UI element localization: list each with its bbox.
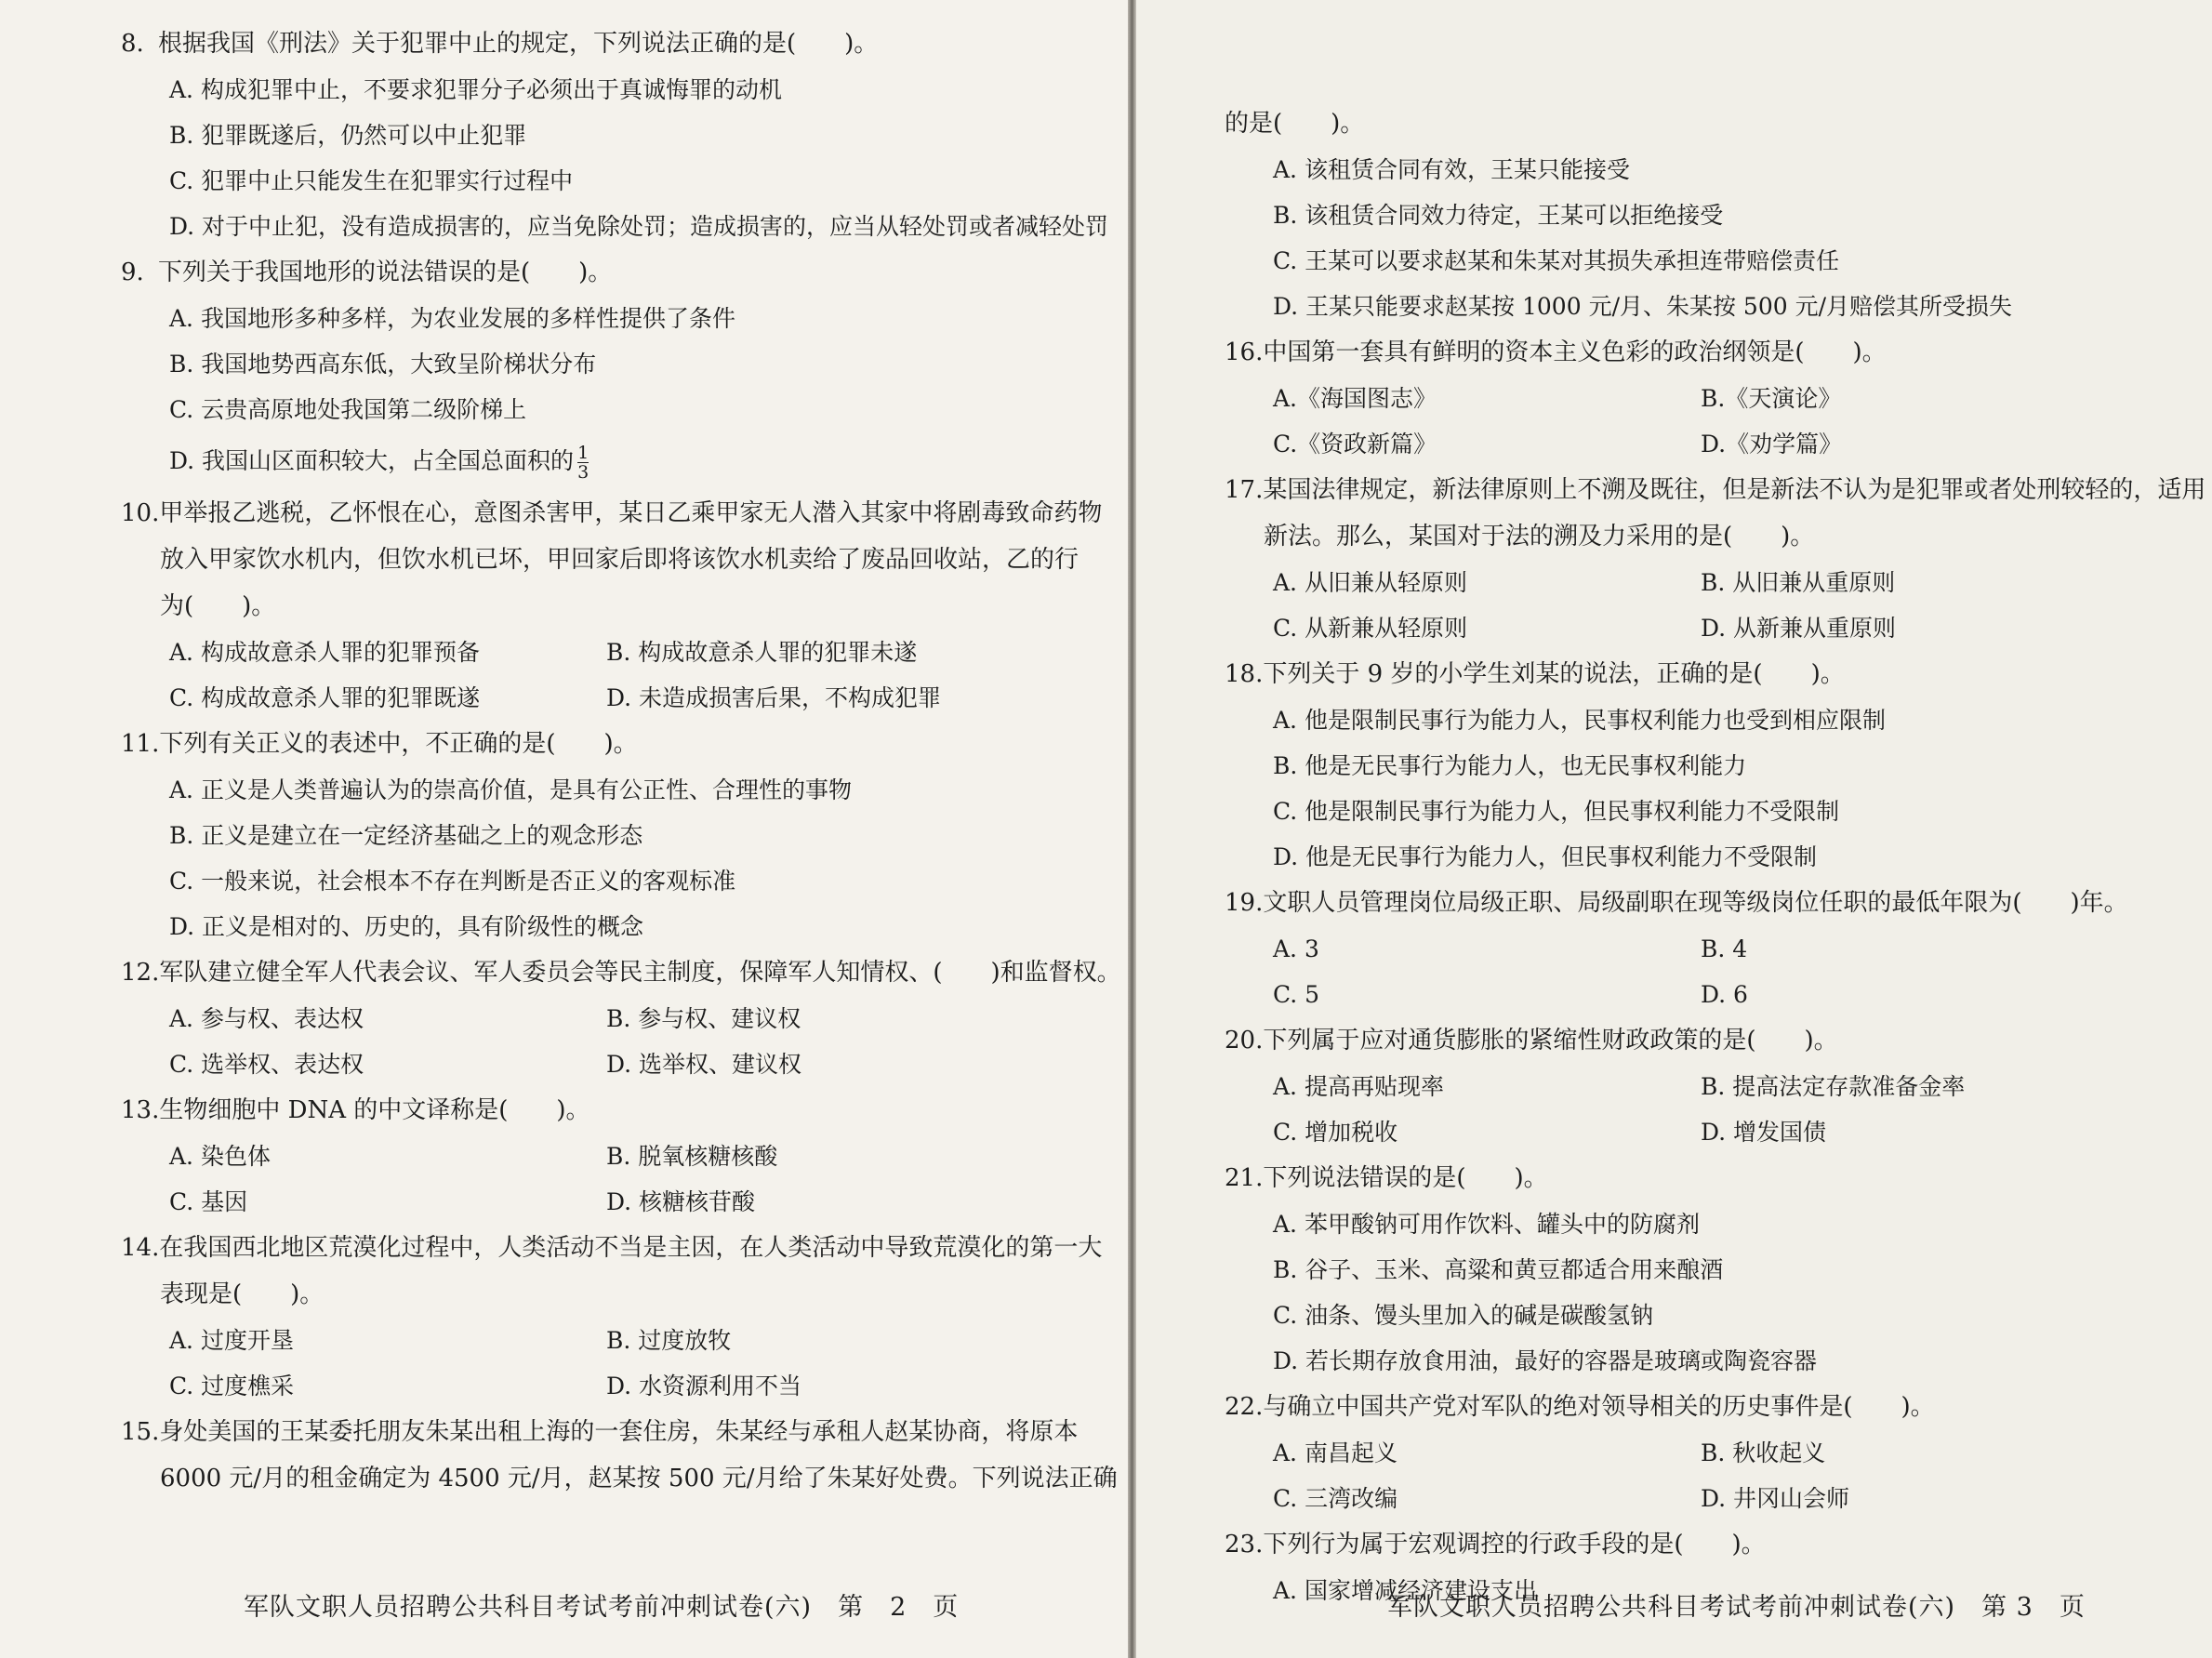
question-stem-continued: 6000 元/月的租金确定为 4500 元/月，赵某按 500 元/月给了朱某好处费。下列说法正确 xyxy=(160,1465,1118,1492)
option-d: D. 他是无民事行为能力人，但民事权利能力不受限制 xyxy=(1273,843,1818,870)
question-15 xyxy=(121,1409,1130,1502)
option-row xyxy=(121,1041,1130,1087)
book-spine xyxy=(1128,0,1136,1658)
option-d: D. 核糖核苷酸 xyxy=(606,1188,756,1215)
option-a: A. 3 xyxy=(1273,935,1319,962)
option-b: B. 该租赁合同效力待定，王某可以拒绝接受 xyxy=(1273,202,1724,229)
question-stem: 14.在我国西北地区荒漠化过程中，人类活动不当是主因，在人类活动中导致荒漠化的第一大 xyxy=(121,1234,1103,1262)
option-c: C. 基因 xyxy=(169,1188,248,1215)
option-row xyxy=(121,630,1130,675)
question-stem: 12.军队建立健全军人代表会议、军人委员会等民主制度，保障军人知情权、( )和监督权。 xyxy=(121,959,1121,987)
option-b: B. 从旧兼从重原则 xyxy=(1701,569,1896,596)
option-b: B. 提高法定存款准备金率 xyxy=(1701,1073,1966,1100)
option-c: C. 增加税收 xyxy=(1273,1119,1398,1146)
option-c: C. 过度樵采 xyxy=(169,1373,295,1399)
option-d: D. 若长期存放食用油，最好的容器是玻璃或陶瓷容器 xyxy=(1273,1347,1818,1374)
question-20 xyxy=(1225,1017,2212,1155)
option-a: A. 从旧兼从轻原则 xyxy=(1273,569,1467,596)
option-a: A. 南昌起义 xyxy=(1273,1439,1397,1466)
option-row xyxy=(1225,421,2212,467)
option-row xyxy=(1225,1476,2212,1521)
option-d: D. 我国山区面积较大，占全国总面积的 $\frac{1}{3}$ xyxy=(169,443,589,483)
question-9 xyxy=(121,249,1130,490)
question-stem: 9. 下列关于我国地形的说法错误的是( )。 xyxy=(121,259,613,286)
option-a: A. 他是限制民事行为能力人，民事权利能力也受到相应限制 xyxy=(1273,707,1886,734)
option-row xyxy=(1225,376,2212,421)
page-footer: 军队文职人员招聘公共科目考试考前冲刺试卷(六) 第 3 页 xyxy=(1387,1593,2086,1622)
option-c: C. 犯罪中止只能发生在犯罪实行过程中 xyxy=(169,167,574,194)
option-c: C. 云贵高原地处我国第二级阶梯上 xyxy=(169,396,527,423)
option-a: A.《海国图志》 xyxy=(1273,385,1437,412)
question-stem: 19.文职人员管理岗位局级正职、局级副职在现等级岗位任职的最低年限为( )年。 xyxy=(1225,889,2128,917)
option-c: C. 5 xyxy=(1273,981,1320,1008)
question-stem-continued: 为( )。 xyxy=(160,592,276,620)
option-b: B. 秋收起义 xyxy=(1701,1439,1826,1466)
option-b: B.《天演论》 xyxy=(1701,385,1842,412)
option-a: A. 提高再贴现率 xyxy=(1273,1073,1444,1100)
question-stem: 23.下列行为属于宏观调控的行政手段的是( )。 xyxy=(1225,1531,1766,1559)
question-stem: 11.下列有关正义的表述中，不正确的是( )。 xyxy=(121,730,638,758)
option-b: B. 正义是建立在一定经济基础之上的观念形态 xyxy=(169,822,643,849)
option-b: B. 过度放牧 xyxy=(606,1327,732,1354)
option-d: D. 王某只能要求赵某按 1000 元/月、朱某按 500 元/月赔偿其所受损失 xyxy=(1273,293,2013,320)
option-row xyxy=(121,1179,1130,1225)
option-row xyxy=(1225,560,2212,605)
option-a: A. 过度开垦 xyxy=(169,1327,294,1354)
option-a: A. 参与权、表达权 xyxy=(169,1005,364,1032)
option-d: D. 6 xyxy=(1701,981,1748,1008)
option-c: C. 三湾改编 xyxy=(1273,1485,1398,1512)
question-stem-continued: 新法。那么，某国对于法的溯及力采用的是( )。 xyxy=(1264,523,1815,550)
question-12 xyxy=(121,949,1130,1087)
option-b: B. 他是无民事行为能力人，也无民事权利能力 xyxy=(1273,752,1747,779)
question-stem: 22.与确立中国共产党对军队的绝对领导相关的历史事件是( )。 xyxy=(1225,1393,1935,1421)
option-d: D. 正义是相对的、历史的，具有阶级性的概念 xyxy=(169,913,644,940)
option-c: C. 王某可以要求赵某和朱某对其损失承担连带赔偿责任 xyxy=(1273,247,1840,274)
option-d: D. 水资源利用不当 xyxy=(606,1373,802,1399)
option-d: D.《劝学篇》 xyxy=(1701,431,1843,458)
option-row xyxy=(1225,926,2212,972)
question-14 xyxy=(121,1225,1130,1409)
option-d: D. 未造成损害后果，不构成犯罪 xyxy=(606,684,942,711)
option-row xyxy=(121,675,1130,721)
option-row xyxy=(1225,1064,2212,1109)
option-c: C. 一般来说，社会根本不存在判断是否正义的客观标准 xyxy=(169,868,736,895)
option-row xyxy=(1225,1430,2212,1476)
option-row xyxy=(121,1363,1130,1409)
question-stem-continued: 放入甲家饮水机内，但饮水机已坏，甲回家后即将该饮水机卖给了废品回收站，乙的行 xyxy=(160,546,1080,574)
option-b: B. 构成故意杀人罪的犯罪未遂 xyxy=(606,639,918,666)
option-row xyxy=(121,1134,1130,1179)
option-c: C.《资政新篇》 xyxy=(1273,431,1437,458)
option-a: A. 正义是人类普遍认为的崇高价值，是具有公正性、合理性的事物 xyxy=(169,776,852,803)
option-d: D. 井冈山会师 xyxy=(1701,1485,1850,1512)
option-a: A. 苯甲酸钠可用作饮料、罐头中的防腐剂 xyxy=(1273,1211,1700,1238)
question-21 xyxy=(1225,1155,2212,1384)
option-b: B. 谷子、玉米、高粱和黄豆都适合用来酿酒 xyxy=(1273,1256,1724,1283)
option-d: D. 从新兼从重原则 xyxy=(1701,615,1897,642)
question-8 xyxy=(121,20,1130,249)
question-17 xyxy=(1225,467,2212,651)
question-stem: 13.生物细胞中 DNA 的中文译称是( )。 xyxy=(121,1096,590,1124)
option-c: C. 构成故意杀人罪的犯罪既遂 xyxy=(169,684,481,711)
fraction: $\frac{1}{3}$ xyxy=(577,443,589,483)
question-stem: 20.下列属于应对通货膨胀的紧缩性财政政策的是( )。 xyxy=(1225,1027,1838,1054)
question-13 xyxy=(121,1087,1130,1225)
option-a: A. 该租赁合同有效，王某只能接受 xyxy=(1273,156,1630,183)
option-b: B. 我国地势西高东低，大致呈阶梯状分布 xyxy=(169,351,597,378)
option-a: A. 国家增减经济建设支出 xyxy=(1273,1577,1537,1604)
option-d: D. 对于中止犯，没有造成损害的，应当免除处罚；造成损害的，应当从轻处罚或者减轻处罚 xyxy=(169,213,1109,240)
option-a: A. 构成犯罪中止，不要求犯罪分子必须出于真诚悔罪的动机 xyxy=(169,76,782,103)
option-row xyxy=(121,996,1130,1041)
option-b: B. 4 xyxy=(1701,935,1748,962)
question-19 xyxy=(1225,880,2212,1017)
question-stem: 21.下列说法错误的是( )。 xyxy=(1225,1164,1548,1192)
question-10 xyxy=(121,490,1130,721)
question-22 xyxy=(1225,1384,2212,1521)
question-11 xyxy=(121,721,1130,949)
option-row xyxy=(1225,972,2212,1017)
question-stem: 8. 根据我国《刑法》关于犯罪中止的规定，下列说法正确的是( )。 xyxy=(121,30,879,58)
option-a: A. 构成故意杀人罪的犯罪预备 xyxy=(169,639,480,666)
option-b: B. 犯罪既遂后，仍然可以中止犯罪 xyxy=(169,122,527,149)
question-16 xyxy=(1225,329,2212,467)
option-c: C. 他是限制民事行为能力人，但民事权利能力不受限制 xyxy=(1273,798,1840,825)
question-15-continued xyxy=(1225,100,2212,329)
question-stem-continued: 表现是( )。 xyxy=(160,1280,325,1308)
option-c: C. 从新兼从轻原则 xyxy=(1273,615,1468,642)
option-c: C. 油条、馒头里加入的碱是碳酸氢钠 xyxy=(1273,1302,1654,1329)
question-stem: 18.下列关于 9 岁的小学生刘某的说法，正确的是( )。 xyxy=(1225,660,1845,688)
option-c: C. 选举权、表达权 xyxy=(169,1051,364,1078)
option-a: A. 染色体 xyxy=(169,1143,271,1170)
question-stem-continued: 的是( )。 xyxy=(1225,110,1365,138)
option-d: D. 选举权、建议权 xyxy=(606,1051,802,1078)
option-b: B. 脱氧核糖核酸 xyxy=(606,1143,778,1170)
question-stem: 15.身处美国的王某委托朋友朱某出租上海的一套住房，朱某经与承租人赵某协商，将原本 xyxy=(121,1418,1079,1446)
page-footer: 军队文职人员招聘公共科目考试考前冲刺试卷(六) 第 2 页 xyxy=(244,1593,960,1622)
question-18 xyxy=(1225,651,2212,880)
option-row xyxy=(1225,605,2212,651)
option-row xyxy=(121,1318,1130,1363)
question-stem: 16.中国第一套具有鲜明的资本主义色彩的政治纲领是( )。 xyxy=(1225,338,1887,366)
question-stem: 17.某国法律规定，新法律原则上不溯及既往，但是新法不认为是犯罪或者处刑较轻的，适用 xyxy=(1225,476,2206,504)
option-row xyxy=(1225,1109,2212,1155)
right-page xyxy=(1136,0,2212,1658)
option-b: B. 参与权、建议权 xyxy=(606,1005,801,1032)
question-stem: 10.甲举报乙逃税，乙怀恨在心，意图杀害甲，某日乙乘甲家无人潜入其家中将剧毒致命药物 xyxy=(121,499,1103,527)
option-d: D. 增发国债 xyxy=(1701,1119,1827,1146)
option-a: A. 我国地形多种多样，为农业发展的多样性提供了条件 xyxy=(169,305,735,332)
